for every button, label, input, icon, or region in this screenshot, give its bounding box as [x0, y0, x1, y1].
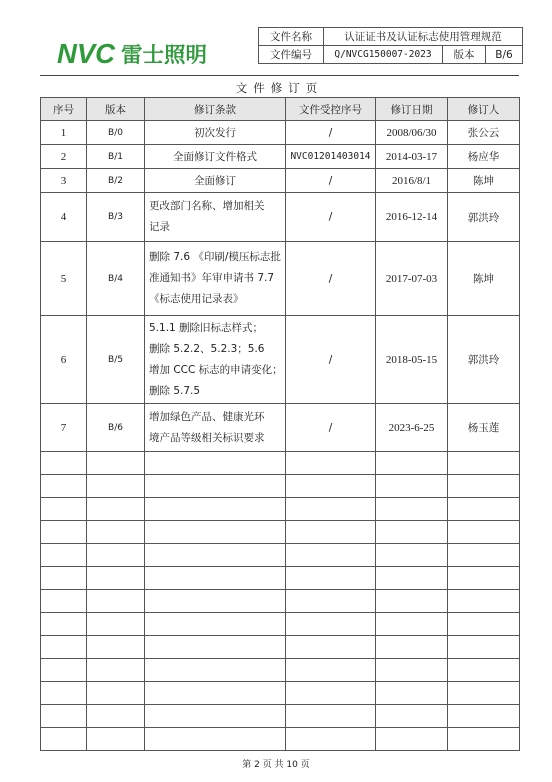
document-number-label: 文件编号	[259, 46, 324, 64]
empty-cell	[145, 728, 286, 751]
empty-cell	[87, 590, 145, 613]
empty-cell	[41, 590, 87, 613]
clause-line: 《标志使用记录表》	[149, 293, 244, 305]
header-serial-no: 序号	[41, 98, 87, 121]
clause-line: 增加绿色产品、健康光环	[149, 410, 265, 423]
version-value: B/6	[486, 46, 523, 64]
empty-row	[41, 452, 520, 475]
clause-line: 增加 CCC 标志的申请变化；	[149, 363, 283, 376]
version-label: 版本	[443, 46, 486, 64]
header-reviser: 修订人	[448, 98, 520, 121]
page-footer: 第 2 页 共 10 页	[242, 760, 310, 770]
cell-reviser: 陈坤	[448, 242, 520, 316]
cell-version: B/5	[87, 316, 145, 404]
revision-row	[41, 121, 520, 145]
header-version: 版本	[87, 98, 145, 121]
empty-cell	[448, 705, 520, 728]
empty-cell	[145, 705, 286, 728]
cell-reviser: 杨玉莲	[448, 404, 520, 452]
cell-revision-date: 2016-12-14	[376, 193, 448, 242]
empty-cell	[376, 636, 448, 659]
empty-cell	[145, 636, 286, 659]
empty-cell	[376, 475, 448, 498]
cell-revision-date: 2016/8/1	[376, 169, 448, 193]
clause-line: 5.1.1 删除旧标志样式；	[149, 321, 264, 334]
empty-cell	[286, 590, 376, 613]
empty-cell	[376, 521, 448, 544]
clause-line: 初次发行	[194, 127, 236, 139]
empty-row	[41, 682, 520, 705]
empty-cell	[87, 705, 145, 728]
cell-control-no: /	[286, 404, 376, 452]
cell-control-no: /	[286, 121, 376, 145]
empty-row	[41, 705, 520, 728]
empty-cell	[286, 544, 376, 567]
cell-control-no: /	[286, 242, 376, 316]
revision-row	[41, 169, 520, 193]
empty-cell	[376, 567, 448, 590]
empty-cell	[376, 544, 448, 567]
cell-version: B/1	[87, 145, 145, 169]
empty-cell	[87, 452, 145, 475]
cell-serial-no: 5	[41, 242, 87, 316]
empty-cell	[448, 498, 520, 521]
empty-cell	[376, 728, 448, 751]
empty-row	[41, 498, 520, 521]
empty-cell	[145, 567, 286, 590]
empty-cell	[41, 521, 87, 544]
empty-cell	[286, 728, 376, 751]
empty-cell	[145, 452, 286, 475]
empty-cell	[145, 544, 286, 567]
empty-cell	[286, 475, 376, 498]
empty-cell	[286, 567, 376, 590]
logo-mark: NVC	[57, 40, 116, 66]
cell-revision-date: 2014-03-17	[376, 145, 448, 169]
empty-cell	[41, 475, 87, 498]
cell-revision-clause	[145, 145, 286, 169]
cell-serial-no: 2	[41, 145, 87, 169]
empty-cell	[448, 521, 520, 544]
cell-control-no: /	[286, 193, 376, 242]
empty-row	[41, 659, 520, 682]
empty-cell	[448, 544, 520, 567]
cell-revision-clause	[145, 121, 286, 145]
empty-cell	[376, 659, 448, 682]
empty-cell	[145, 521, 286, 544]
document-header-table	[258, 27, 523, 64]
empty-cell	[448, 567, 520, 590]
empty-cell	[286, 682, 376, 705]
empty-cell	[376, 682, 448, 705]
header-revision-clause: 修订条款	[145, 98, 286, 121]
header-divider	[40, 75, 519, 76]
empty-cell	[286, 636, 376, 659]
empty-cell	[145, 659, 286, 682]
cell-serial-no: 4	[41, 193, 87, 242]
clause-line: 全面修订文件格式	[173, 151, 257, 163]
empty-cell	[376, 613, 448, 636]
empty-cell	[376, 705, 448, 728]
empty-cell	[448, 728, 520, 751]
revision-table-header	[41, 98, 520, 121]
empty-cell	[448, 590, 520, 613]
cell-version: B/3	[87, 193, 145, 242]
empty-cell	[87, 521, 145, 544]
empty-cell	[145, 475, 286, 498]
empty-row	[41, 567, 520, 590]
empty-cell	[41, 728, 87, 751]
cell-reviser: 陈坤	[448, 169, 520, 193]
clause-line: 删除 5.7.5	[149, 384, 201, 397]
empty-cell	[41, 498, 87, 521]
document-number-value: Q/NVCG150007-2023	[324, 46, 443, 64]
empty-cell	[448, 659, 520, 682]
empty-cell	[448, 475, 520, 498]
empty-cell	[87, 636, 145, 659]
logo-name: 雷士照明	[121, 43, 207, 66]
clause-line: 删除 5.2.2、5.2.3；5.6	[149, 342, 265, 355]
company-logo	[57, 40, 209, 66]
empty-cell	[376, 590, 448, 613]
cell-control-no: /	[286, 169, 376, 193]
empty-cell	[145, 682, 286, 705]
cell-version: B/6	[87, 404, 145, 452]
revision-row	[41, 242, 520, 316]
empty-row	[41, 728, 520, 751]
clause-line: 准通知书》年审申请书 7.7	[149, 272, 275, 284]
cell-revision-clause	[145, 193, 286, 242]
empty-cell	[286, 705, 376, 728]
empty-row	[41, 590, 520, 613]
empty-row	[41, 613, 520, 636]
cell-revision-clause	[145, 242, 286, 316]
cell-revision-date: 2023-6-25	[376, 404, 448, 452]
cell-reviser: 杨应华	[448, 145, 520, 169]
empty-row	[41, 475, 520, 498]
cell-revision-date: 2008/06/30	[376, 121, 448, 145]
cell-revision-clause	[145, 316, 286, 404]
clause-line: 更改部门名称、增加相关	[149, 200, 265, 212]
empty-cell	[41, 544, 87, 567]
header-control-no: 文件受控序号	[286, 98, 376, 121]
empty-cell	[376, 498, 448, 521]
empty-cell	[41, 636, 87, 659]
empty-cell	[41, 452, 87, 475]
header-revision-date: 修订日期	[376, 98, 448, 121]
empty-cell	[286, 521, 376, 544]
empty-cell	[41, 682, 87, 705]
cell-serial-no: 1	[41, 121, 87, 145]
document-number-row	[259, 46, 523, 64]
clause-line: 境产品等级相关标识要求	[149, 431, 265, 444]
empty-cell	[145, 498, 286, 521]
empty-cell	[448, 613, 520, 636]
revision-row	[41, 316, 520, 404]
revision-table	[40, 97, 520, 751]
empty-cell	[286, 452, 376, 475]
empty-cell	[87, 613, 145, 636]
empty-cell	[87, 728, 145, 751]
empty-cell	[145, 613, 286, 636]
cell-reviser: 郭洪玲	[448, 316, 520, 404]
empty-cell	[87, 475, 145, 498]
empty-cell	[286, 659, 376, 682]
empty-cell	[448, 682, 520, 705]
cell-version: B/2	[87, 169, 145, 193]
cell-revision-date: 2017-07-03	[376, 242, 448, 316]
document-name-row	[259, 28, 523, 46]
empty-row	[41, 521, 520, 544]
cell-reviser: 张公云	[448, 121, 520, 145]
empty-cell	[286, 498, 376, 521]
document-name-label: 文件名称	[259, 28, 324, 46]
cell-control-no: NVC01201403014	[286, 145, 376, 169]
revision-row	[41, 145, 520, 169]
empty-row	[41, 636, 520, 659]
cell-reviser: 郭洪玲	[448, 193, 520, 242]
document-name-value: 认证证书及认证标志使用管理规范	[324, 28, 523, 46]
empty-cell	[41, 659, 87, 682]
cell-revision-clause	[145, 404, 286, 452]
cell-control-no: /	[286, 316, 376, 404]
cell-serial-no: 7	[41, 404, 87, 452]
cell-version: B/4	[87, 242, 145, 316]
empty-row	[41, 544, 520, 567]
revision-row	[41, 193, 520, 242]
empty-cell	[41, 613, 87, 636]
cell-serial-no: 6	[41, 316, 87, 404]
empty-cell	[41, 567, 87, 590]
empty-cell	[41, 705, 87, 728]
page-title: 文件修订页	[235, 81, 324, 95]
clause-line: 记录	[149, 221, 170, 233]
revision-table-body	[41, 121, 520, 751]
clause-line: 全面修订	[194, 175, 236, 187]
empty-cell	[448, 452, 520, 475]
cell-version: B/0	[87, 121, 145, 145]
empty-cell	[448, 636, 520, 659]
cell-serial-no: 3	[41, 169, 87, 193]
empty-cell	[87, 659, 145, 682]
empty-cell	[376, 452, 448, 475]
empty-cell	[87, 498, 145, 521]
revision-row	[41, 404, 520, 452]
empty-cell	[145, 590, 286, 613]
clause-line: 删除 7.6 《印刷/模压标志批	[149, 251, 281, 263]
empty-cell	[87, 567, 145, 590]
cell-revision-clause	[145, 169, 286, 193]
empty-cell	[87, 682, 145, 705]
cell-revision-date: 2018-05-15	[376, 316, 448, 404]
empty-cell	[286, 613, 376, 636]
empty-cell	[87, 544, 145, 567]
